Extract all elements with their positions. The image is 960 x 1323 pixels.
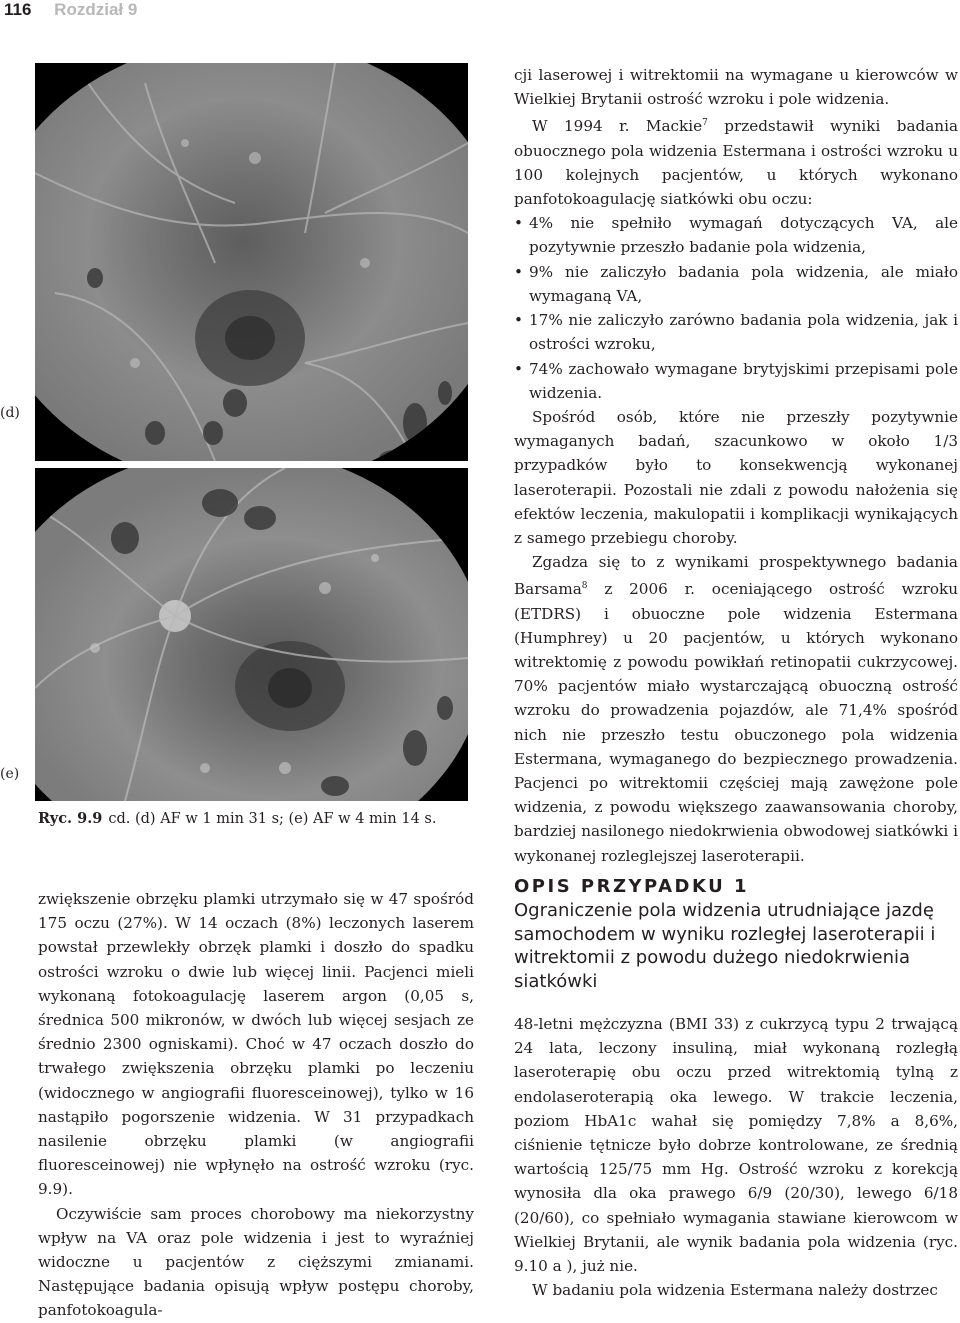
paragraph: cji laserowej i witrektomii na wymagane u kierowców w Wielkiej Brytanii ostrość wzroku i pole widzenia. (514, 66, 958, 109)
angiogram-image-d (35, 63, 468, 461)
panel-label-d: (d) (0, 405, 20, 421)
paragraph: Oczywiście sam proces chorobowy ma niekorzystny wpływ na VA oraz pole widzenia i jest to wyraźniej widoczne u pacjentów z cięższymi zmianami. Następujące badania opisują wpływ postępu choroby, panfotokoagula- (38, 1204, 474, 1320)
fundus-angiogram-e (35, 468, 468, 801)
list-item: • 9% nie zaliczyło badania pola widzenia, ale miało wymaganą VA, (514, 260, 958, 308)
caption-text: cd. (d) AF w 1 min 31 s; (e) AF w 4 min 14 s. (108, 811, 437, 827)
text-run: Zgadza się to z wynikami prospektywnego badania Barsama (514, 553, 958, 599)
text-run: W 1994 r. Mackie (532, 117, 703, 136)
case-report-text (514, 1012, 958, 1302)
panel-label-e: (e) (0, 766, 20, 782)
citation-ref: 7 (702, 118, 708, 129)
page-number: 116 (4, 0, 32, 19)
case-report-heading (514, 876, 958, 993)
case-label: OPIS PRZYPADKU 1 (514, 876, 750, 897)
paragraph: 48-letni mężczyzna (BMI 33) z cukrzycą typu 2 trwającą 24 lata, leczony insuliną, miał wykonaną rozległą laseroterapię obu oczu przed witrektomią tylną z endolaseroterapią oka lewego. W trakcie leczenia, poziom HbA1c wahał się pomiędzy 7,8% a 8,6%, ciśnienie tętnicze było dobrze kontrolowane, ze średnią wartością 125/75 mm Hg. Ostrość wzroku z korekcją wynosiła dla oka prawego 6/9 (20/30), lewego 6/18 (20/60), co spełniało wymagania stawiane kierowcom w Wielkiej Brytanii, ale wynik badania pola widzenia (ryc. 9.10 a ), już nie. (514, 1015, 958, 1276)
fundus-angiogram-d (35, 63, 468, 461)
figure-reference: Ryc. 9.9 (38, 810, 103, 827)
text-run: przedstawił wyniki badania obuocznego pola widzenia Estermana i ostrości wzroku u 100 kolejnych pacjentów, u których wykonano panfotokoagulację siatkówki obu oczu: (514, 117, 958, 209)
paragraph: zwiększenie obrzęku plamki utrzymało się w 47 spośród 175 oczu (27%). W 14 oczach (8%) leczonych laserem powstał przewlekły obrzęk plamki i doszło do spadku ostrości wzroku o dwie lub więcej linii. Pacjenci mieli wykonaną fotokoagulację laserem argon (0,05 s, średnica 500 mikronów, w dwóch lub więcej sesjach ze średnio 2300 ogniskami). Choć w 47 oczach doszło do trwałego zwiększenia obrzęku plamki po leczeniu (widocznego w angiografii fluoresceinowej), tylko w 16 nastąpiło pogorszenie widzenia. W 31 przypadkach nasilenie obrzęku plamki (w angiografii fluoresceinowej) nie wpłynęło na ostrość wzroku (ryc. 9.9). (38, 890, 474, 1199)
list-item: • 4% nie spełniło wymagań dotyczących VA, ale pozytywnie przeszło badanie pola widzenia, (514, 211, 958, 259)
paragraph: Spośród osób, które nie przeszły pozytywnie wymaganych badań, szacunkowo w około 1/3 przypadków było to konsekwencją wykonanej laseroterapii. Pozostali nie zdali z powodu nałożenia się efektów leczenia, makulopatii i komplikacji wynikających z samego przebiegu choroby. (514, 407, 958, 547)
citation-ref: 8 (581, 581, 588, 592)
figure-caption (38, 810, 436, 827)
list-item: • 17% nie zaliczyło zarówno badania pola widzenia, jak i ostrości wzroku, (514, 308, 958, 356)
chapter-title: Rozdział 9 (54, 0, 138, 19)
left-column-bottom (38, 887, 474, 1323)
paragraph: W badaniu pola widzenia Estermana należy dostrzec (532, 1281, 938, 1300)
angiogram-image-e (35, 468, 468, 801)
text-run: z 2006 r. oceniającego ostrość wzroku (ETDRS) i obuoczne pole widzenia Estermana (Humphrey) u 20 pacjentów, u których wykonano witrektomię z powodu powikłań retinopatii cukrzycowej. 70% pacjentów miało wystarczającą obuoczną ostrość wzroku do prowadzenia pojazdów, ale 71,4% spośród nich nie przeszło testu obuczonego pola widzenia Estermana, wymaganego do bezpiecznego prowadzenia. Pacjenci po witrektomii częściej mają zawężone pole widzenia, z powodu większego zaawansowania choroby, bardziej nasilonego niedokrwienia obwodowej siatkówki i wykonanej rozleglejszej laseroterapii. (514, 580, 958, 865)
case-title: Ograniczenie pola widzenia utrudniające jazdę samochodem w wyniku rozległej laseroterapii i witrektomii z powodu dużego niedokrwienia siatkówki (514, 900, 936, 992)
page-header (4, 0, 137, 20)
right-column-top (514, 63, 958, 868)
paragraph (514, 111, 958, 211)
bullet-list (514, 211, 958, 405)
paragraph (514, 550, 958, 868)
list-item: • 74% zachowało wymagane brytyjskimi przepisami pole widzenia. (514, 357, 958, 405)
